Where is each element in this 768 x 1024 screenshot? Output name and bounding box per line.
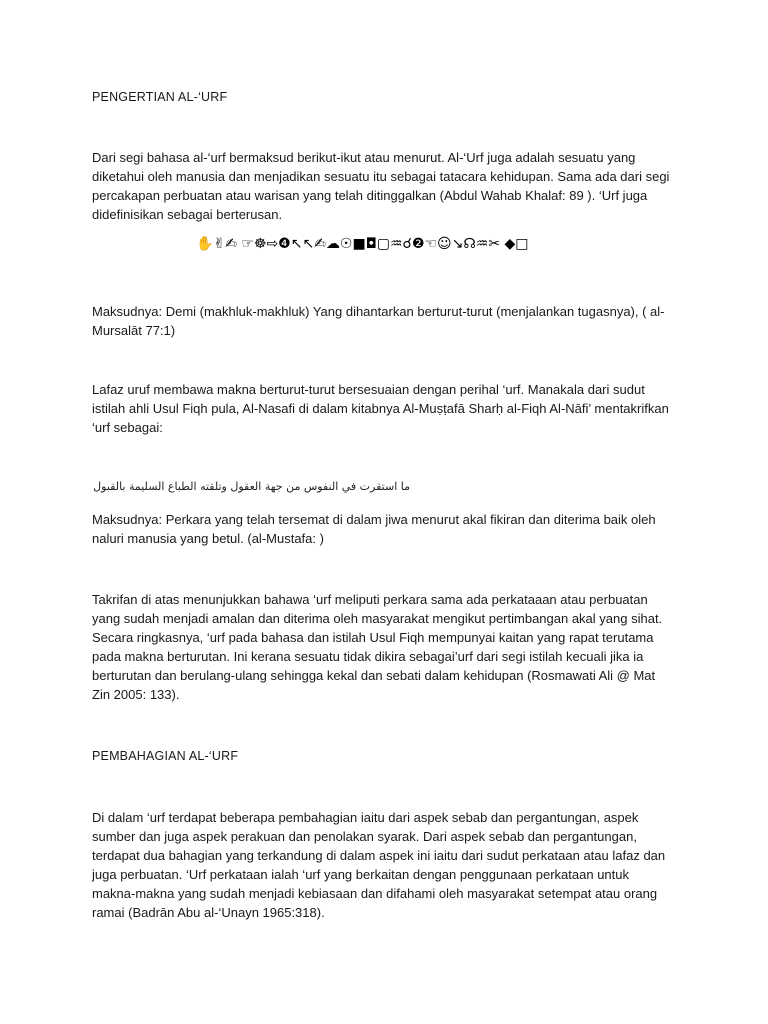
text-line: Maksudnya: Demi (makhluk-makhluk) Yang dihantarkan berturut-turut (menjalankan tugasnya), ( al- — [92, 304, 665, 319]
paragraph-definition-language — [92, 148, 676, 224]
text-line: pada makna berturutan. Ini kerana sesuatu tidak dikira sebagai’urf dari segi istilah kecuali jika ia — [92, 649, 644, 664]
text-line: Di dalam ‘urf terdapat beberapa pembahagian iaitu dari aspek sebab dan pergantungan, aspek — [92, 810, 639, 825]
paragraph-pembahagian — [92, 808, 676, 922]
text-line: diketahui oleh manusia dan menjadikan sesuatu itu sebagai tatacara kehidupan. Sama ada dari segi — [92, 169, 670, 184]
text-line: istilah ahli Usul Fiqh pula, Al-Nasafi di dalam kitabnya Al-Muṣṭafā Sharḥ al-Fiqh Al-Nāfi’ mentakrifkan — [92, 401, 669, 416]
text-line: Lafaz uruf membawa makna berturut-turut bersesuaian dengan perihal ‘urf. Manakala dari sudut — [92, 382, 645, 397]
text-line: sumber dan juga aspek perakuan dan penolakan syarak. Dari aspek sebab dan pergantungan, — [92, 829, 637, 844]
quran-verse-glyphs: ✋✌✍ ☞☸⇨❹↖↖✍☁☉■◘▢♒☌❷☜☺↘☊♒✂ ◆□ — [196, 236, 529, 252]
paragraph-verse-meaning — [92, 302, 676, 340]
text-line: Takrifan di atas menunjukkan bahawa ‘urf meliputi perkara sama ada perkataaan atau perbuatan — [92, 592, 648, 607]
text-line: makna-makna yang sudah menjadi kebiasaan dan difahami oleh masyarakat setempat atau orang — [92, 886, 658, 901]
paragraph-term-definition — [92, 380, 676, 437]
section-heading-pembahagian: PEMBAHAGIAN AL-‘URF — [92, 749, 239, 763]
text-line: juga perbuatan. ‘Urf perkataan ialah ‘urf yang berkaitan dengan penggunaan perkataan untuk — [92, 867, 630, 882]
arabic-definition-text: ما استقرت في النفوس من جهة العقول وتلقته الطباع السليمة بالقبول — [93, 480, 410, 493]
text-line: ramai (Badrān Abu al-‘Unayn 1965:318). — [92, 905, 325, 920]
text-line: ‘urf sebagai: — [92, 420, 163, 435]
text-line: Zin 2005: 133). — [92, 687, 180, 702]
text-line: Maksudnya: Perkara yang telah tersemat di dalam jiwa menurut akal fikiran dan diterima baik oleh — [92, 512, 656, 527]
paragraph-arabic-meaning — [92, 510, 676, 548]
text-line: terdapat dua bahagian yang terkandung di dalam aspek ini iaitu dari sudut perkataan atau lafaz dan — [92, 848, 666, 863]
section-heading-pengertian: PENGERTIAN AL-‘URF — [92, 90, 228, 104]
text-line: Secara ringkasnya, ‘urf pada bahasa dan istilah Usul Fiqh mempunyai kaitan yang rapat terutama — [92, 630, 654, 645]
text-line: Dari segi bahasa al-‘urf bermaksud berikut-ikut atau menurut. Al-‘Urf juga adalah sesuatu yang — [92, 150, 636, 165]
text-line: didefinisikan sebagai berterusan. — [92, 207, 283, 222]
text-line: berturutan dan berulang-ulang sehingga kekal dan sebati dalam kehidupan (Rosmawati Ali @ Mat — [92, 668, 656, 683]
text-line: naluri manusia yang betul. (al-Mustafa: ) — [92, 531, 324, 546]
text-line: yang sudah menjadi amalan dan diterima oleh masyarakat mengikut pertimbangan akal yang sihat. — [92, 611, 663, 626]
text-line: Mursalāt 77:1) — [92, 323, 176, 338]
paragraph-takrifan — [92, 590, 676, 704]
text-line: percakapan perbuatan atau warisan yang telah ditinggalkan (Abdul Wahab Khalaf: 89 ). ‘Urf juga — [92, 188, 648, 203]
